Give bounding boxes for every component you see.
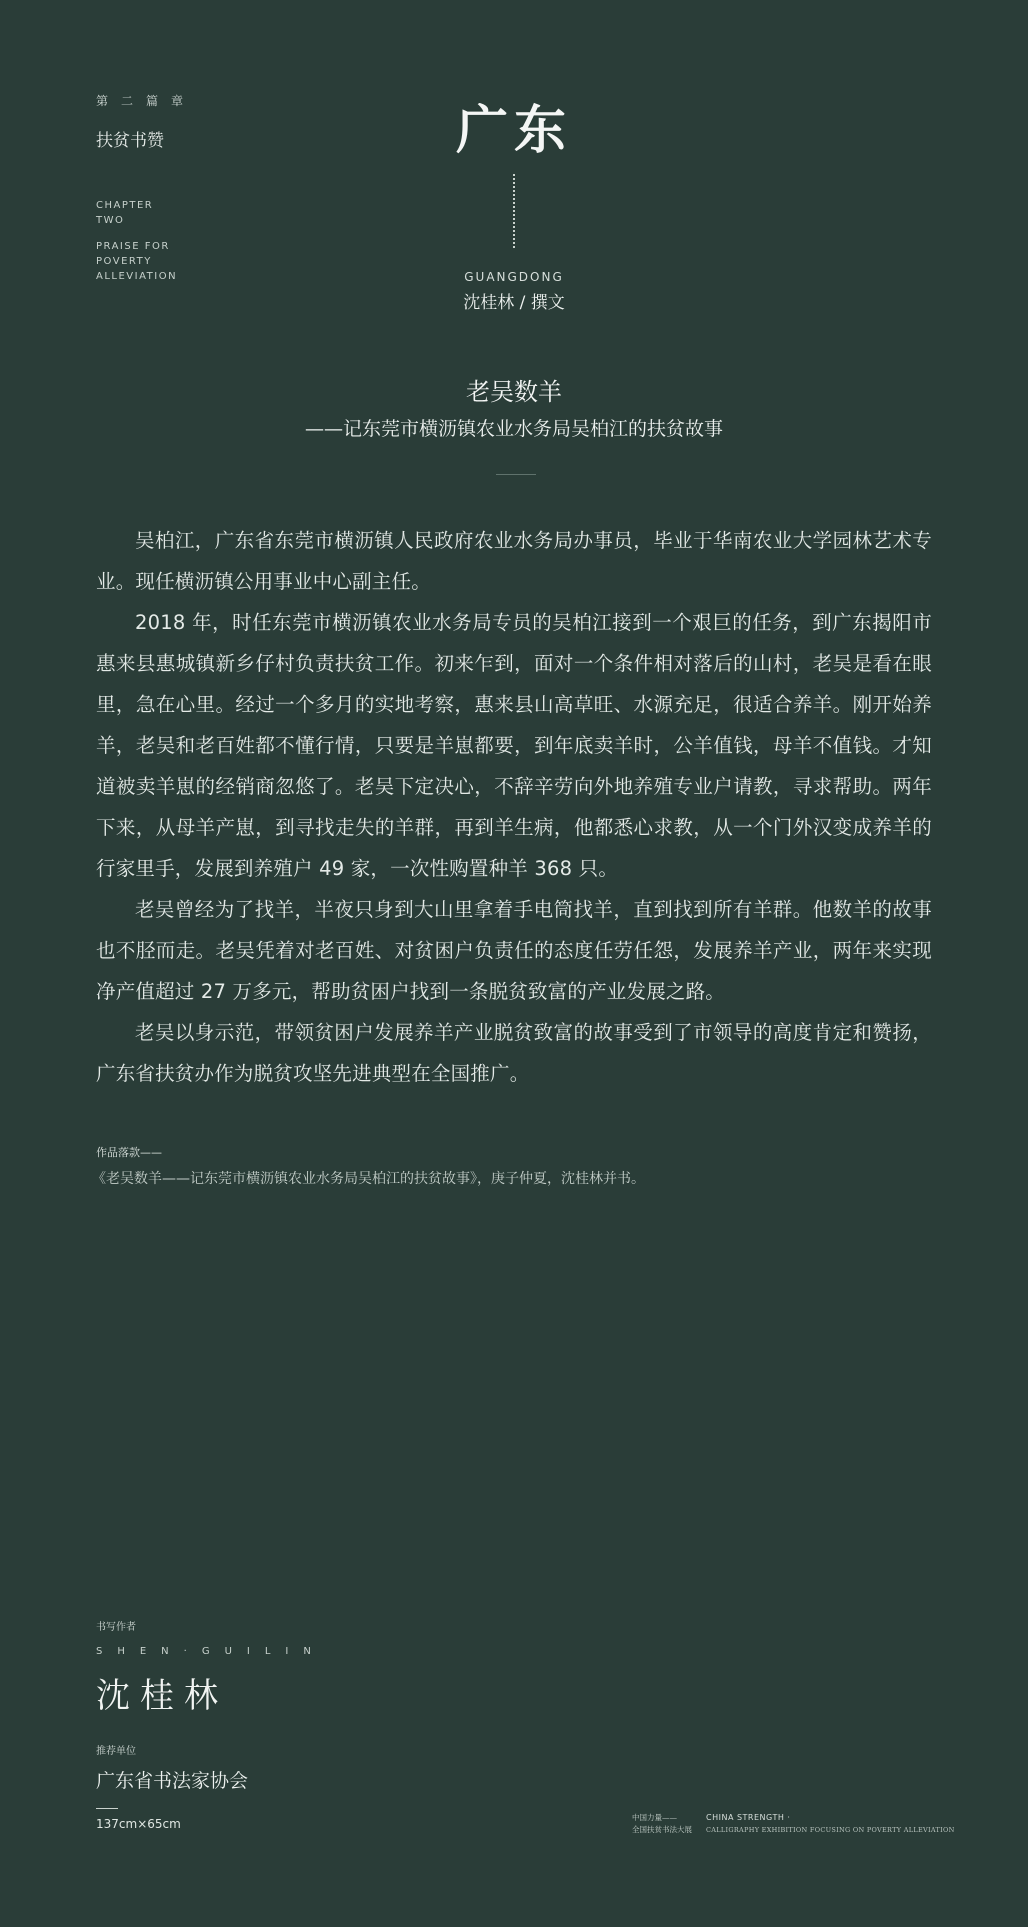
exhibition-logo — [632, 1812, 955, 1836]
exhibition-name-en — [706, 1812, 955, 1836]
inscription-text: 《老吴数羊——记东莞市横沥镇农业水务局吴柏江的扶贫故事》，庚子仲夏，沈桂林并书。 — [92, 1171, 645, 1187]
chapter-number-cn: 第二篇章 — [96, 94, 197, 108]
chapter-number-en: CHAPTER TWO — [96, 200, 154, 226]
article-paragraph: 吴柏江，广东省东莞市横沥镇人民政府农业水务局办事员，毕业于华南农业大学园林艺术专业。现任横沥镇公用事业中心副主任。 — [96, 529, 932, 593]
article-subtitle: ——记东莞市横沥镇农业水务局吴柏江的扶贫故事 — [304, 418, 723, 440]
exhibition-name-cn: 中国力量—— 全国扶贫书法大展 — [632, 1813, 692, 1834]
article-paragraph: 老吴曾经为了找羊，半夜只身到大山里拿着手电筒找羊，直到找到所有羊群。他数羊的故事也不胫而走。老吴凭着对老百姓、对贫困户负责任的态度任劳任怨，发展养羊产业，两年来实现净产值超过 27 万多元，帮助贫困户找到一条脱贫致富的产业发展之路。 — [96, 898, 932, 1003]
size-divider — [96, 1808, 118, 1809]
calligrapher-label: 书写作者 — [96, 1622, 136, 1633]
province-title-en: GUANGDONG — [464, 270, 564, 284]
article-paragraph: 老吴以身示范，带领贫困户发展养羊产业脱贫致富的故事受到了市领导的高度肯定和赞扬，广东省扶贫办作为脱贫攻坚先进典型在全国推广。 — [96, 1021, 932, 1085]
dotted-divider — [513, 174, 515, 248]
recommender-label: 推荐单位 — [96, 1746, 136, 1757]
article-author: 沈桂林 / 撰文 — [463, 293, 565, 313]
article-body — [96, 520, 932, 1094]
inscription-label: 作品落款—— — [96, 1146, 162, 1159]
article-paragraph: 2018 年，时任东莞市横沥镇农业水务局专员的吴柏江接到一个艰巨的任务，到广东揭阳市惠来县惠城镇新乡仔村负责扶贫工作。初来乍到，面对一个条件相对落后的山村，老吴是看在眼里，急在心里。经过一个多月的实地考察，惠来县山高草旺、水源充足，很适合养羊。刚开始养羊，老吴和老百姓都不懂行情，只要是羊崽都要，到年底卖羊时，公羊值钱，母羊不值钱。才知道被卖羊崽的经销商忽悠了。老吴下定决心，不辞辛劳向外地养殖专业户请教，寻求帮助。两年下来，从母羊产崽，到寻找走失的羊群，再到羊生病，他都悉心求教，从一个门外汉变成养羊的行家里手，发展到养殖户 49 家，一次性购置种羊 368 只。 — [96, 611, 932, 880]
chapter-theme-en: PRAISE FOR POVERTY ALLEVIATION — [96, 241, 178, 282]
artwork-size: 137cm×65cm — [96, 1817, 181, 1831]
recommender-name: 广东省书法家协会 — [96, 1770, 249, 1792]
exhibition-title-en: CHINA STRENGTH · — [706, 1813, 791, 1822]
calligrapher-pinyin: SHEN·GUILIN — [96, 1646, 326, 1657]
chapter-title-cn: 扶贫书赞 — [96, 131, 164, 151]
calligrapher-name: 沈桂林 — [96, 1676, 228, 1716]
province-title: 广东 — [455, 100, 572, 161]
exhibition-subtitle-en: CALLIGRAPHY EXHIBITION FOCUSING ON POVERTY ALLEVIATION — [706, 1826, 955, 1834]
article-title: 老吴数羊 — [466, 378, 562, 406]
title-divider — [496, 474, 536, 475]
